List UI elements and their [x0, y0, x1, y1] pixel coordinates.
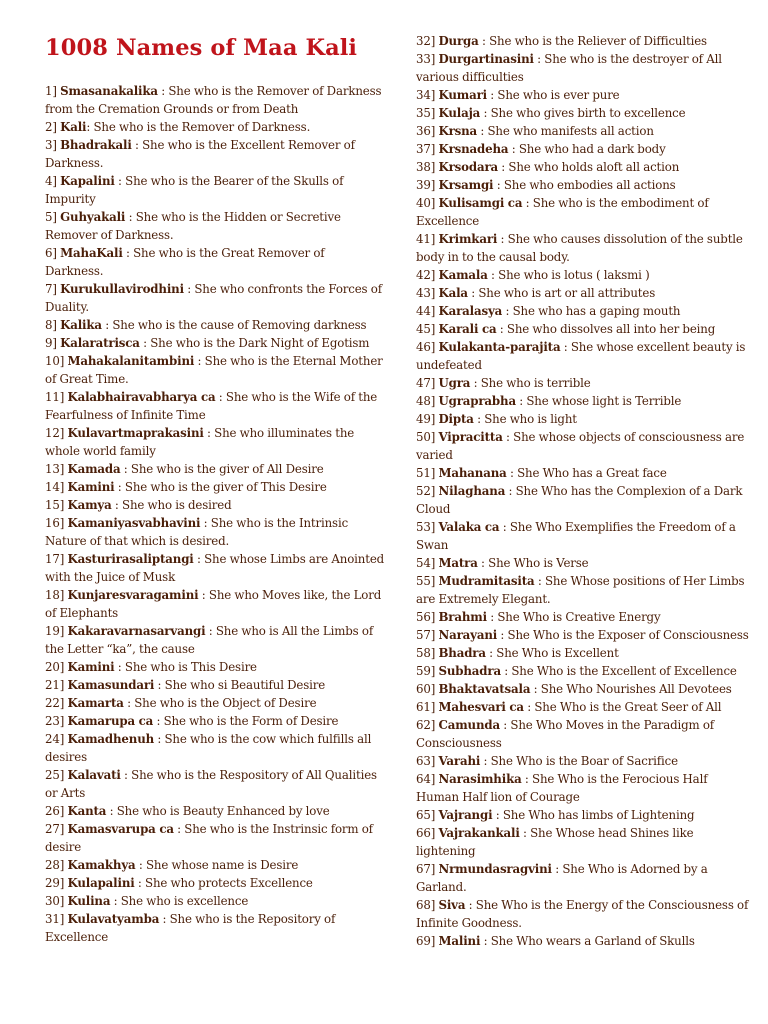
entry-name: Mahakalanitambini [67, 354, 195, 368]
entry-name: Bhaktavatsala [438, 682, 531, 696]
entry-number: 47] [416, 376, 439, 390]
entry-number: 27] [45, 822, 68, 836]
list-item [416, 644, 750, 662]
entry-number: 63] [416, 754, 439, 768]
list-item [45, 316, 385, 334]
list-item [416, 770, 750, 806]
entry-name: Kali [60, 120, 87, 134]
entry-number: 28] [45, 858, 68, 872]
list-item [45, 388, 385, 424]
entry-number: 57] [416, 628, 439, 642]
entry-name: Krsnadeha [438, 142, 509, 156]
entry-description: : She Who wears a Garland of Skulls [480, 934, 695, 948]
entry-description: : She Who is Verse [477, 556, 589, 570]
list-item [45, 244, 385, 280]
list-item [45, 334, 385, 352]
entry-name: Bhadrakali [60, 138, 132, 152]
list-item [416, 86, 750, 104]
entry-description: : She who is ever pure [486, 88, 620, 102]
page-title: 1008 Names of Maa Kali [45, 35, 358, 61]
entry-name: Kulavartmaprakasini [67, 426, 204, 440]
entry-name: Mahesvari ca [438, 700, 524, 714]
entry-number: 46] [416, 340, 439, 354]
entry-number: 17] [45, 552, 68, 566]
entry-number: 26] [45, 804, 68, 818]
entry-number: 21] [45, 678, 68, 692]
entry-description: : She Who has a Great face [506, 466, 667, 480]
entry-name: Kalika [60, 318, 102, 332]
list-item [416, 284, 750, 302]
entry-description: : She Who is the Exposer of Consciousness [497, 628, 749, 642]
entry-description: : She who had a dark body [508, 142, 666, 156]
list-item [45, 118, 385, 136]
entry-number: 1] [45, 84, 61, 98]
list-item [416, 50, 750, 86]
entry-name: Kala [438, 286, 468, 300]
entry-number: 4] [45, 174, 61, 188]
entry-name: Nilaghana [438, 484, 506, 498]
entry-description: : She who embodies all actions [493, 178, 676, 192]
entry-number: 37] [416, 142, 439, 156]
entry-name: Krimkari [438, 232, 498, 246]
entry-description: : She who is the Reliever of Difficulties [478, 34, 707, 48]
entry-name: Kamarta [67, 696, 124, 710]
entry-description: : She who illuminates the whole world family [45, 426, 355, 458]
list-item [45, 514, 385, 550]
entry-name: Kamini [67, 480, 115, 494]
entry-name: Kasturirasaliptangi [67, 552, 194, 566]
entry-number: 30] [45, 894, 68, 908]
entry-number: 64] [416, 772, 439, 786]
entry-description: : She who is the giver of This Desire [114, 480, 327, 494]
list-item [45, 730, 385, 766]
entry-number: 43] [416, 286, 439, 300]
entry-number: 31] [45, 912, 68, 926]
entry-description: : She who is the Wife of the Fearfulness of Infinite Time [45, 390, 378, 422]
entry-name: Kumari [438, 88, 487, 102]
entry-number: 34] [416, 88, 439, 102]
entry-name: Kanta [67, 804, 107, 818]
entry-description: : She who is terrible [470, 376, 591, 390]
entry-number: 25] [45, 768, 68, 782]
list-item [45, 496, 385, 514]
name-list-left [45, 82, 385, 946]
entry-name: Narasimhika [438, 772, 522, 786]
entry-name: Vajrakankali [438, 826, 520, 840]
entry-number: 10] [45, 354, 68, 368]
list-item [45, 910, 385, 946]
entry-number: 49] [416, 412, 439, 426]
list-item [416, 518, 750, 554]
entry-name: Kamasvarupa ca [67, 822, 174, 836]
entry-description: : She who is the Hidden or Secretive Remover of Darkness. [45, 210, 341, 242]
entry-description: : She who is the Respository of All Qualities or Arts [45, 768, 377, 800]
entry-name: Durgartinasini [438, 52, 534, 66]
list-item [416, 860, 750, 896]
entry-description: : She who confronts the Forces of Duality. [45, 282, 382, 314]
entry-name: Malini [438, 934, 481, 948]
entry-description: : She Who Nourishes All Devotees [530, 682, 732, 696]
list-item [416, 572, 750, 608]
entry-description: : She who is desired [111, 498, 232, 512]
list-item [416, 482, 750, 518]
list-item [45, 820, 385, 856]
entry-name: Kamadhenuh [67, 732, 155, 746]
list-item [45, 82, 385, 118]
entry-description: : She whose excellent beauty is undefeated [416, 340, 746, 372]
entry-name: Mudramitasita [438, 574, 535, 588]
entry-description: : She who is the giver of All Desire [120, 462, 324, 476]
entry-number: 29] [45, 876, 68, 890]
entry-description: : She who is excellence [110, 894, 249, 908]
entry-number: 65] [416, 808, 439, 822]
entry-number: 2] [45, 120, 61, 134]
entry-description: : She Whose positions of Her Limbs are Extremely Elegant. [416, 574, 745, 606]
entry-name: Brahmi [438, 610, 487, 624]
entry-name: Kapalini [60, 174, 115, 188]
entry-name: Kalavati [67, 768, 121, 782]
entry-name: Kamini [67, 660, 115, 674]
entry-name: Kalabhairavabharya ca [67, 390, 216, 404]
list-item [416, 302, 750, 320]
entry-number: 8] [45, 318, 61, 332]
entry-number: 48] [416, 394, 439, 408]
entry-description: : She Who is Adorned by a Garland. [416, 862, 708, 894]
entry-number: 23] [45, 714, 68, 728]
entry-number: 45] [416, 322, 439, 336]
list-item [416, 626, 750, 644]
entry-description: : She Who Moves in the Paradigm of Consciousness [416, 718, 715, 750]
entry-description: : She who is the Dark Night of Egotism [139, 336, 370, 350]
entry-description: : She who is Beauty Enhanced by love [106, 804, 330, 818]
list-item [45, 586, 385, 622]
entry-description: : She who dissolves all into her being [496, 322, 716, 336]
entry-name: Smasanakalika [60, 84, 158, 98]
entry-name: Varahi [438, 754, 481, 768]
entry-description: : She Who is the Boar of Sacrifice [480, 754, 678, 768]
entry-number: 9] [45, 336, 61, 350]
entry-description: : She whose objects of consciousness are varied [416, 430, 745, 462]
entry-number: 56] [416, 610, 439, 624]
entry-description: : She Who is Excellent [485, 646, 619, 660]
entry-name: Kulaja [438, 106, 481, 120]
entry-number: 32] [416, 34, 439, 48]
entry-name: Matra [438, 556, 478, 570]
entry-description: : She Who is the Ferocious Half Human Half lion of Courage [416, 772, 708, 804]
list-item [416, 122, 750, 140]
entry-description: : She who is the Object of Desire [123, 696, 317, 710]
list-item [45, 892, 385, 910]
entry-name: Ugraprabha [438, 394, 516, 408]
list-item [45, 874, 385, 892]
entry-number: 33] [416, 52, 439, 66]
list-item [45, 550, 385, 586]
entry-description: : She who holds aloft all action [498, 160, 680, 174]
entry-name: Subhadra [438, 664, 501, 678]
entry-description: : She who is lotus ( laksmi ) [487, 268, 650, 282]
entry-number: 67] [416, 862, 439, 876]
entry-description: : She who Moves like, the Lord of Elephants [45, 588, 382, 620]
list-item [416, 896, 750, 932]
list-item [416, 554, 750, 572]
list-item [45, 694, 385, 712]
entry-number: 69] [416, 934, 439, 948]
entry-description: : She who is the Form of Desire [153, 714, 339, 728]
entry-name: Mahanana [438, 466, 507, 480]
entry-number: 24] [45, 732, 68, 746]
entry-number: 6] [45, 246, 61, 260]
entry-name: Kurukullavirodhini [60, 282, 184, 296]
list-item [45, 766, 385, 802]
entry-name: Krsamgi [438, 178, 494, 192]
list-item [45, 460, 385, 478]
entry-name: Kamasundari [67, 678, 155, 692]
entry-name: Kulakanta-parajita [438, 340, 561, 354]
list-item [416, 698, 750, 716]
entry-number: 7] [45, 282, 61, 296]
entry-description: : She who is the Intrinsic Nature of that which is desired. [45, 516, 349, 548]
entry-name: Narayani [438, 628, 498, 642]
entry-description: : She Who is the Energy of the Consciousness of Infinite Goodness. [416, 898, 749, 930]
entry-description: : She who is the Great Remover of Darkness. [45, 246, 325, 278]
entry-number: 13] [45, 462, 68, 476]
list-item [45, 208, 385, 244]
entry-description: : She who is the Remover of Darkness. [86, 120, 311, 134]
list-item [45, 712, 385, 730]
entry-number: 58] [416, 646, 439, 660]
list-item [45, 622, 385, 658]
entry-name: Kamarupa ca [67, 714, 154, 728]
list-item [416, 176, 750, 194]
entry-name: Kunjaresvaragamini [67, 588, 199, 602]
entry-description: : She who is light [473, 412, 577, 426]
entry-number: 55] [416, 574, 439, 588]
list-item [45, 478, 385, 496]
entry-number: 54] [416, 556, 439, 570]
entry-name: Kamala [438, 268, 488, 282]
entry-name: Kakaravarnasarvangi [67, 624, 206, 638]
list-item [416, 374, 750, 392]
entry-number: 38] [416, 160, 439, 174]
list-item [416, 608, 750, 626]
entry-description: : She who is the Bearer of the Skulls of Impurity [45, 174, 344, 206]
entry-name: Durga [438, 34, 479, 48]
entry-number: 36] [416, 124, 439, 138]
entry-description: : She who is the Eternal Mother of Great Time. [45, 354, 383, 386]
entry-name: Guhyakali [60, 210, 126, 224]
entry-number: 61] [416, 700, 439, 714]
entry-name: Kulavatyamba [67, 912, 160, 926]
entry-name: Kulapalini [67, 876, 135, 890]
entry-number: 59] [416, 664, 439, 678]
entry-name: Kamya [67, 498, 112, 512]
list-item [45, 676, 385, 694]
entry-name: Vajrangi [438, 808, 493, 822]
entry-number: 14] [45, 480, 68, 494]
list-item [416, 230, 750, 266]
entry-description: : She who causes dissolution of the subtle body in to the causal body. [416, 232, 743, 264]
list-item [416, 140, 750, 158]
entry-description: : She who is the Instrinsic form of desire [45, 822, 373, 854]
list-item [416, 464, 750, 482]
entry-description: : She Who has the Complexion of a Dark Cloud [416, 484, 743, 516]
list-item [416, 824, 750, 860]
entry-number: 41] [416, 232, 439, 246]
entry-description: : She who is the embodiment of Excellence [416, 196, 709, 228]
entry-description: : She who gives birth to excellence [480, 106, 686, 120]
entry-description: : She Who is Creative Energy [486, 610, 661, 624]
entry-name: Kamaniyasvabhavini [67, 516, 201, 530]
entry-number: 15] [45, 498, 68, 512]
entry-number: 62] [416, 718, 439, 732]
entry-description: : She who is the cow which fulfills all desires [45, 732, 372, 764]
entry-description: : She who is the Remover of Darkness from the Cremation Grounds or from Death [45, 84, 382, 116]
list-item [45, 352, 385, 388]
entry-name: Karalasya [438, 304, 503, 318]
list-item [416, 410, 750, 428]
list-item [45, 424, 385, 460]
entry-name: Ugra [438, 376, 471, 390]
entry-name: Dipta [438, 412, 474, 426]
entry-number: 44] [416, 304, 439, 318]
entry-number: 20] [45, 660, 68, 674]
entry-description: : She Who has limbs of Lightening [492, 808, 695, 822]
entry-description: : She who protects Excellence [134, 876, 313, 890]
entry-number: 35] [416, 106, 439, 120]
list-item [416, 32, 750, 50]
entry-number: 50] [416, 430, 439, 444]
entry-name: Kulina [67, 894, 111, 908]
list-item [416, 806, 750, 824]
list-item [416, 716, 750, 752]
entry-description: : She who si Beautiful Desire [154, 678, 326, 692]
entry-number: 66] [416, 826, 439, 840]
entry-description: : She who manifests all action [477, 124, 654, 138]
entry-number: 16] [45, 516, 68, 530]
entry-number: 51] [416, 466, 439, 480]
entry-name: Kamada [67, 462, 121, 476]
list-item [416, 320, 750, 338]
entry-name: Krsodara [438, 160, 498, 174]
entry-name: Siva [438, 898, 466, 912]
entry-number: 12] [45, 426, 68, 440]
list-item [416, 752, 750, 770]
list-item [416, 266, 750, 284]
entry-name: Valaka ca [438, 520, 500, 534]
list-item [416, 338, 750, 374]
entry-name: Karali ca [438, 322, 497, 336]
entry-description: : She who is the Repository of Excellence [45, 912, 336, 944]
entry-description: : She whose name is Desire [135, 858, 299, 872]
entry-number: 42] [416, 268, 439, 282]
list-item [416, 680, 750, 698]
entry-name: Kamakhya [67, 858, 136, 872]
entry-name: MahaKali [60, 246, 123, 260]
list-item [45, 172, 385, 208]
list-item [45, 802, 385, 820]
entry-name: Kulisamgi ca [438, 196, 523, 210]
list-item [45, 856, 385, 874]
entry-description: : She Who is the Excellent of Excellence [500, 664, 737, 678]
entry-number: 53] [416, 520, 439, 534]
entry-description: : She who is art or all attributes [467, 286, 656, 300]
entry-name: Camunda [438, 718, 500, 732]
entry-number: 18] [45, 588, 68, 602]
entry-name: Krsna [438, 124, 478, 138]
entry-description: : She who is the cause of Removing darkness [101, 318, 367, 332]
entry-number: 22] [45, 696, 68, 710]
entry-description: : She whose Limbs are Anointed with the Juice of Musk [45, 552, 385, 584]
list-item [416, 932, 750, 950]
entry-description: : She who is the Excellent Remover of Darkness. [45, 138, 355, 170]
list-item [45, 136, 385, 172]
entry-number: 40] [416, 196, 439, 210]
list-item [45, 658, 385, 676]
entry-description: : She Whose head Shines like lightening [416, 826, 694, 858]
list-item [416, 194, 750, 230]
entry-description: : She who is This Desire [114, 660, 257, 674]
entry-name: Kalaratrisca [60, 336, 140, 350]
entry-number: 52] [416, 484, 439, 498]
entry-number: 60] [416, 682, 439, 696]
entry-description: : She Who Exemplifies the Freedom of a Swan [416, 520, 736, 552]
entry-description: : She whose light is Terrible [515, 394, 682, 408]
entry-description: : She who is All the Limbs of the Letter “ka”, the cause [45, 624, 374, 656]
entry-description: : She Who is the Great Seer of All [523, 700, 722, 714]
entry-name: Vipracitta [438, 430, 503, 444]
entry-description: : She who has a gaping mouth [502, 304, 681, 318]
entry-number: 19] [45, 624, 68, 638]
list-item [416, 104, 750, 122]
name-list-right [416, 32, 750, 950]
list-item [416, 662, 750, 680]
entry-number: 3] [45, 138, 61, 152]
list-item [416, 392, 750, 410]
list-item [416, 428, 750, 464]
entry-name: Bhadra [438, 646, 486, 660]
entry-number: 39] [416, 178, 439, 192]
entry-number: 5] [45, 210, 61, 224]
entry-number: 11] [45, 390, 68, 404]
entry-description: : She who is the destroyer of All various difficulties [416, 52, 722, 84]
entry-name: Nrmundasragvini [438, 862, 552, 876]
list-item [416, 158, 750, 176]
list-item [45, 280, 385, 316]
entry-number: 68] [416, 898, 439, 912]
